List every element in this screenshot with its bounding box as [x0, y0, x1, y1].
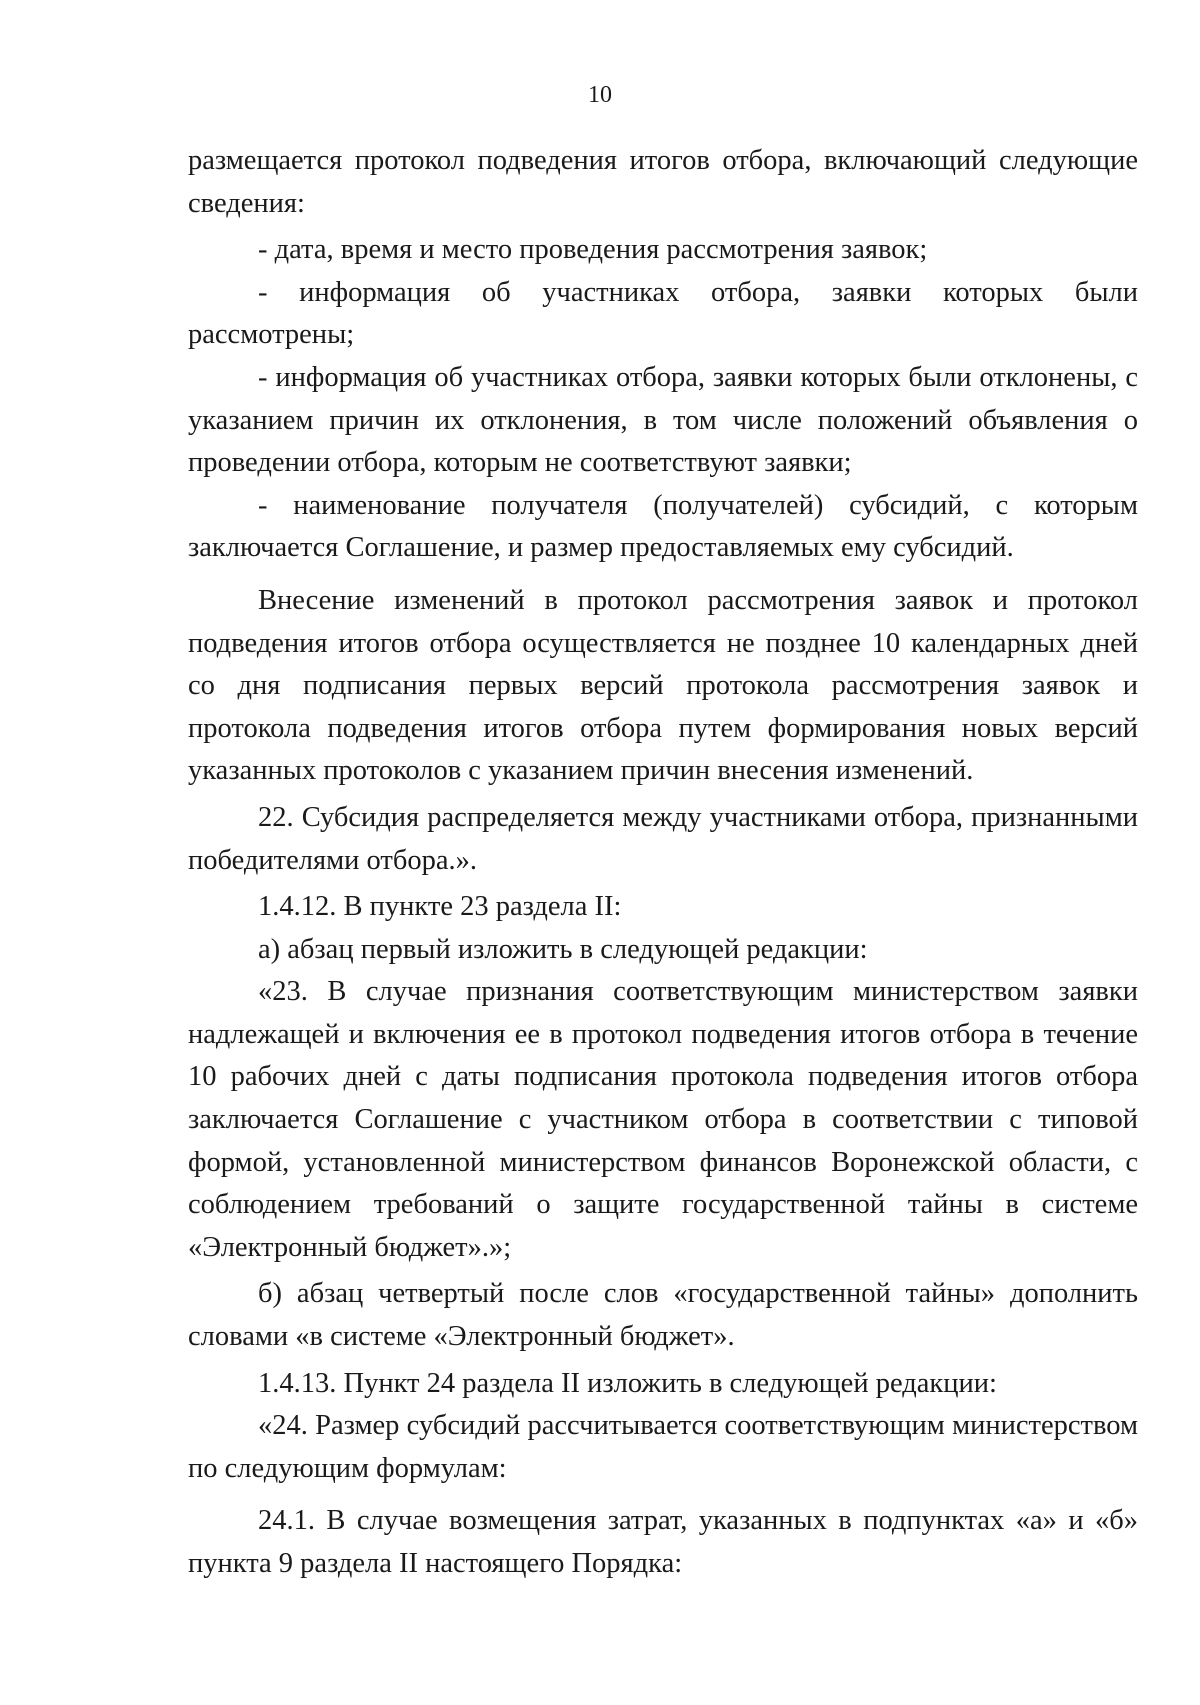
paragraph-clause-22: 22. Субсидия распределяется между участниками отбора, признанными победителями отбора.».: [188, 801, 1138, 876]
paragraph-1-4-13: 1.4.13. Пункт 24 раздела II изложить в следующей редакции:: [258, 1367, 997, 1399]
list-item-date-time-place: - дата, время и место проведения рассмотрения заявок;: [258, 234, 928, 266]
list-item-reviewed-participants: - информация об участниках отбора, заявки которых были рассмотрены;: [188, 276, 1138, 351]
paragraph-sub-b: б) абзац четвертый после слов «государственной тайны» дополнить словами «в системе «Электронный бюджет».: [188, 1278, 1138, 1353]
paragraph-1-4-12: 1.4.12. В пункте 23 раздела II:: [258, 891, 622, 923]
page-number: 10: [588, 82, 612, 108]
document-body: [188, 140, 1138, 1586]
list-item-rejected-participants: - информация об участниках отбора, заявки которых были отклонены, с указанием причин их отклонения, в том числе положений объявления о проведении отбора, которым не соответствуют заявки;: [188, 361, 1138, 479]
paragraph-protocol-intro: размещается протокол подведения итогов отбора, включающий следующие сведения:: [188, 145, 1138, 219]
paragraph-protocol-amendments: Внесение изменений в протокол рассмотрения заявок и протокол подведения итогов отбора осуществляется не позднее 10 календарных дней со дня подписания первых версий протокола рассмотрения заявок и протокола подведения итогов отбора путем формирования новых версий указанных протоколов с указанием причин внесения изменений.: [188, 584, 1138, 787]
paragraph-clause-23: «23. В случае признания соответствующим министерством заявки надлежащей и включения ее в протокол подведения итогов отбора в течение 10 рабочих дней с даты подписания протокола подведения итогов отбора заключается Соглашение с участником отбора в соответствии с типовой формой, установленной министерством финансов Воронежской области, с соблюдением требований о защите государственной тайны в системе «Электронный бюджет».»;: [188, 976, 1138, 1263]
paragraph-clause-24: «24. Размер субсидий рассчитывается соответствующим министерством по следующим формулам:: [188, 1410, 1138, 1484]
paragraph-clause-24-1: 24.1. В случае возмещения затрат, указанных в подпунктах «а» и «б» пункта 9 раздела II настоящего Порядка:: [188, 1505, 1138, 1579]
paragraph-sub-a: а) абзац первый изложить в следующей редакции:: [258, 933, 868, 965]
list-item-recipient-name: - наименование получателя (получателей) субсидий, с которым заключается Соглашение, и размер предоставляемых ему субсидий.: [188, 489, 1138, 564]
